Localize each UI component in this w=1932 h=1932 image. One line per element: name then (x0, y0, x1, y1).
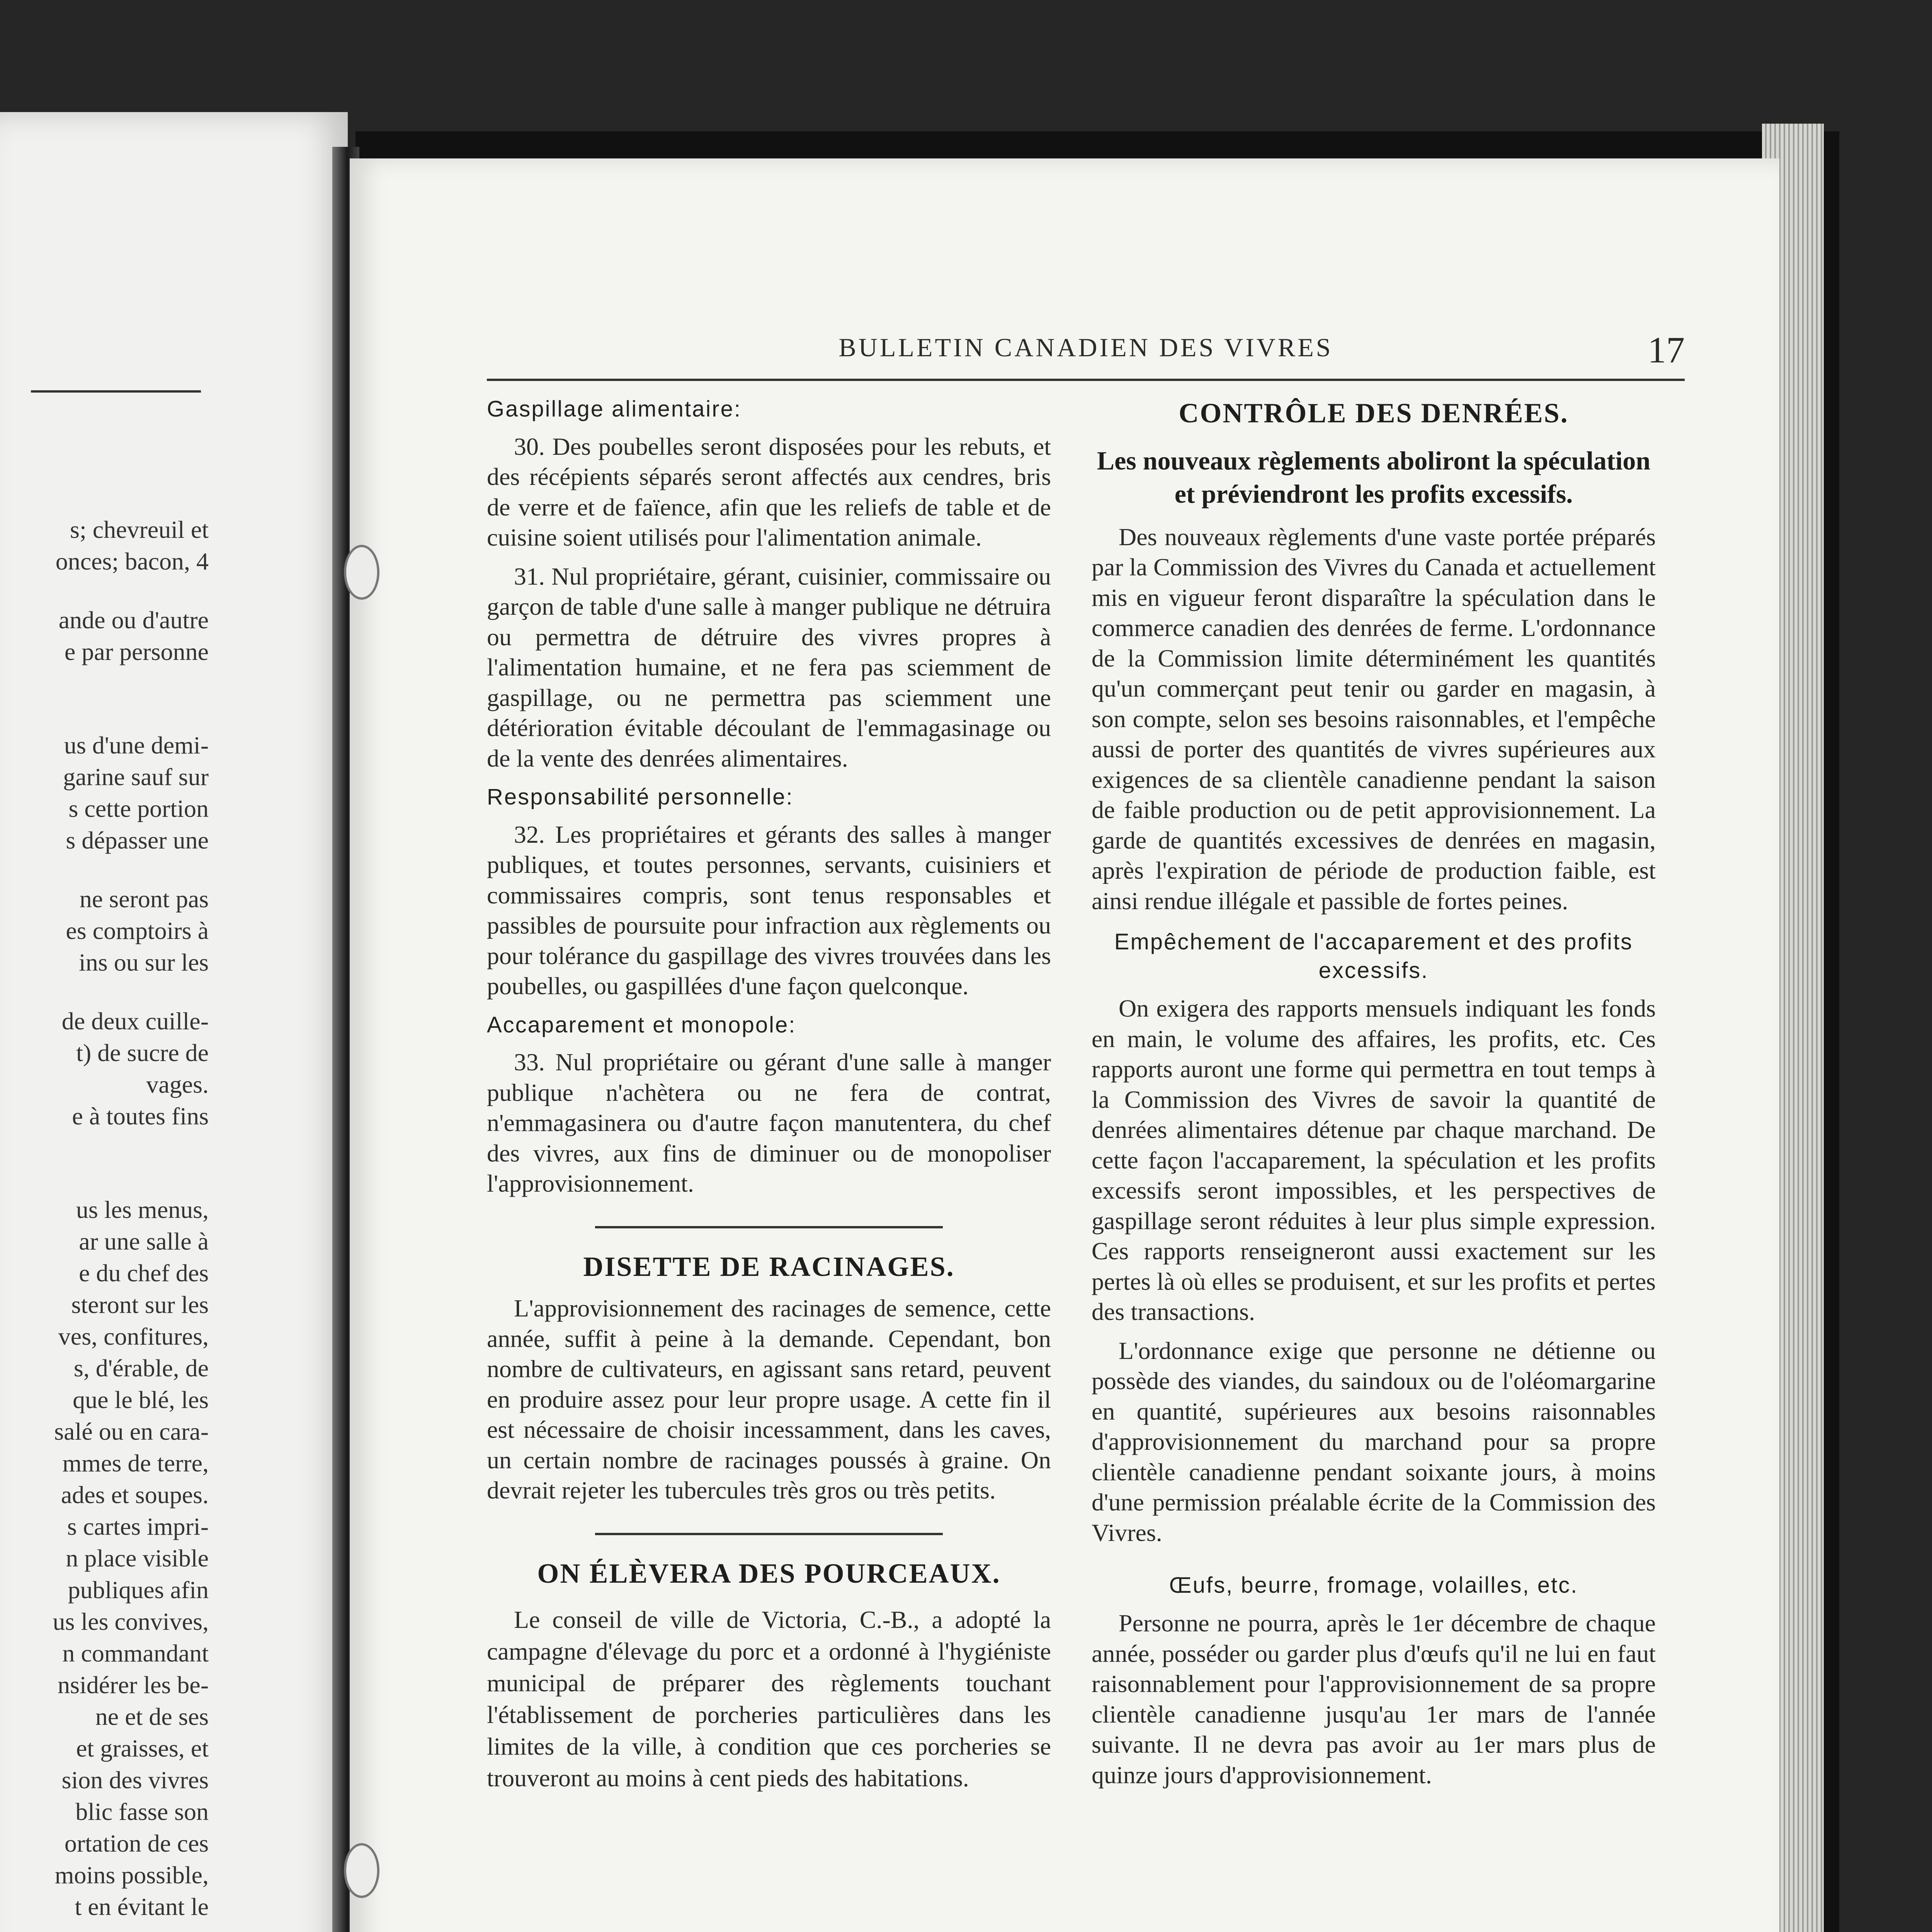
left-fragment: sion des vivres (61, 1766, 209, 1794)
left-fragment: nsidérer les be- (58, 1671, 209, 1699)
left-fragment: s cette portion (68, 795, 209, 822)
left-fragment: es comptoirs à (66, 917, 209, 944)
left-column (487, 394, 1051, 1803)
paragraph-empechement-2: L'ordonnance exige que personne ne détienne ou possède des viandes, du saindoux ou de l'oléomargarine en quantité, supérieures aux besoins raisonnables d'approvisionnement du marchand pour sa propre clientèle canadienne pendant soixante jours, à moins d'une permission préalable écrite de la Commission des Vivres. (1092, 1337, 1656, 1546)
left-fragment: mmes de terre, (62, 1449, 209, 1477)
article-body-pourceaux: Le conseil de ville de Victoria, C.-B., a adopté la campagne d'élevage du porc et a ordonné à l'hygiéniste municipal de préparer des règlements touchant l'établissement de porcheries particulières dans les limites de la ville, à condition que ces porcheries se trouveront au moins à cent pieds des habitations. (487, 1606, 1051, 1792)
left-fragment: salé ou en cara- (54, 1418, 209, 1445)
left-page-text-fragments (0, 514, 209, 1932)
article-title-disette: DISETTE DE RACINAGES. (583, 1251, 955, 1282)
left-fragment: e à toutes fins (72, 1102, 209, 1130)
left-fragment: ne et de ses (95, 1703, 209, 1730)
binding-hole (344, 545, 379, 600)
section-heading-gaspillage: Gaspillage alimentaire: (487, 396, 742, 422)
page-17 (350, 158, 1779, 1932)
left-fragment: ades et soupes. (61, 1481, 209, 1509)
paragraph-empechement-1: On exigera des rapports mensuels indiquant les fonds en main, le volume des affaires, les profits, etc. Ces rapports auront une forme qui permettra en tout temps à la Commission des Vivres de savoir la quantité de denrées alimentaires détenue par chaque marchand. De cette façon l'accaparement, la spéculation et les profits excessifs seront impossibles, et les perspectives de gaspillage seront réduites à leur plus simple expression. Ces rapports renseigneront aussi exactement sur les pertes là où elles se produisent, et sur les profits et pertes des transactions. (1092, 995, 1656, 1325)
left-fragment: vages. (146, 1071, 209, 1098)
left-fragment: t en évitant le (75, 1893, 209, 1920)
article-body-disette: L'approvisionnement des racinages de semence, cette année, suffit à peine à la demande. Cependant, bon nombre de cultivateurs, en agissant sans retard, peuvent en produire assez pour leur propre usage. A cette fin il est nécessaire de choisir incessamment, dans les caves, un certain nombre de racinages poussés à graine. On devrait rejeter les tubercules très gros ou très petits. (487, 1294, 1051, 1504)
article-title-controle: CONTRÔLE DES DENRÉES. (1179, 398, 1569, 429)
section-heading-empechement: Empêchement de l'accaparement et des profits excessifs. (1114, 929, 1633, 983)
paragraph-33: 33. Nul propriétaire ou gérant d'une salle à manger publique n'achètera ou ne fera de contrat, n'emmagasinera ou d'autre façon manutentera, du chef des vivres, aux fins de diminuer ou de monopoliser l'approvisionnement. (487, 1048, 1051, 1197)
left-fragment: ne seront pas (79, 885, 209, 913)
left-fragment: ins ou sur les (79, 949, 209, 976)
left-page-rule (31, 390, 201, 393)
paragraph-oeufs: Personne ne pourra, après le 1er décembre de chaque année, posséder ou garder plus d'œufs qu'il ne lui en faut raisonnablement pour l'approvisionnement de sa propre clientèle canadienne jusqu'au 1er mars de l'année suivante. Il ne devra pas avoir au 1er mars plus de quinze jours d'approvisionnement. (1092, 1609, 1656, 1789)
page-number: 17 (1648, 329, 1685, 371)
section-heading-oeufs: Œufs, beurre, fromage, volailles, etc. (1169, 1573, 1578, 1598)
left-fragment: s; chevreuil et (70, 516, 209, 543)
left-fragment: us d'une demi- (64, 731, 209, 759)
article-intro-controle: Des nouveaux règlements d'une vaste portée préparés par la Commission des Vivres du Canada et actuellement mis en vigueur feront disparaître la spéculation dans le commerce canadien des denrées de ferme. L'ordonnance de la Commission limite déterminément les quantités qu'un commerçant peut tenir ou garder en magasin, à son compte, selon ses besoins raisonnables, et l'empêche aussi de porter des quantités de vivres supérieures aux exigences de sa clientèle canadienne pendant la saison de faible production ou de petit approvisionnement. La garde de quantités excessives de denrées en magasin, après l'expiration de période de production faible, est ainsi rendue illégale et passible de fortes peines. (1092, 523, 1656, 915)
paragraph-32: 32. Les propriétaires et gérants des salles à manger publiques, et toutes personnes, servants, cuisiniers et commissaires compris, sont tenus responsables et passibles de poursuite pour infraction aux règlements ou pour tolérance du gaspillage des vivres trouvées dans les poubelles, ou gaspillées d'une façon quelconque. (487, 820, 1051, 1000)
left-fragment: steront sur les (71, 1291, 209, 1318)
left-fragment: e par personne (64, 638, 209, 665)
left-fragment: s dépasser une (66, 827, 209, 854)
left-fragment: ortation de ces (64, 1830, 209, 1857)
paragraph-31: 31. Nul propriétaire, gérant, cuisinier, commissaire ou garçon de table d'une salle à manger publique ne détruira ou permettra de détruire des vivres propres à l'alimentation humaine, et ne fera pas sciemment de gaspillage, ou ne permettra pas sciemment une détérioration évitable découlant de l'emmagasinage ou de la vente des denrées alimentaires. (487, 562, 1051, 772)
left-fragment: s cartes impri- (67, 1513, 209, 1540)
article-subtitle-controle: Les nouveaux règlements aboliront la spéculation et préviendront les profits excessifs. (1097, 446, 1651, 509)
left-fragment: us les menus, (76, 1196, 209, 1223)
left-fragment: n place visible (66, 1544, 209, 1572)
left-fragment: onces; bacon, 4 (55, 548, 209, 575)
left-fragment: us les convives, (53, 1608, 209, 1635)
left-fragment: et graisses, et (76, 1735, 209, 1762)
left-fragment: de deux cuille- (61, 1007, 209, 1035)
article-title-pourceaux: ON ÉLÈVERA DES POURCEAUX. (537, 1558, 1001, 1589)
left-fragment: blic fasse son (75, 1798, 209, 1825)
section-divider (595, 1533, 943, 1535)
left-fragment: que le blé, les (73, 1386, 209, 1413)
paragraph-30: 30. Des poubelles seront disposées pour les rebuts, et des récépients séparés seront affectés aux cendres, bris de verre et de faïence, afin que les reliefs de table et de cuisine soient utilisés pour l'alimentation animale. (487, 432, 1051, 551)
header-rule (487, 379, 1685, 381)
running-title: BULLETIN CANADIEN DES VIVRES (838, 333, 1333, 362)
facing-page-left (0, 112, 348, 1932)
left-fragment: ande ou d'autre (58, 606, 209, 634)
section-heading-accaparement: Accaparement et monopole: (487, 1012, 796, 1037)
left-fragment: publiques afin (68, 1576, 209, 1604)
left-fragment: moins possible, (54, 1861, 209, 1889)
left-fragment: ar une salle à (79, 1228, 209, 1255)
left-fragment: n commandant (62, 1639, 209, 1667)
left-fragment: ves, confitures, (58, 1323, 209, 1350)
left-fragment: t) de sucre de (76, 1039, 209, 1066)
binding-hole (344, 1843, 379, 1898)
left-fragment: e du chef des (79, 1259, 209, 1287)
running-header (487, 328, 1685, 371)
left-fragment: garine sauf sur (63, 763, 209, 791)
section-heading-responsabilite: Responsabilité personnelle: (487, 784, 794, 810)
right-column (1092, 394, 1656, 1799)
section-divider (595, 1226, 943, 1228)
left-fragment: s, d'érable, de (73, 1354, 209, 1382)
